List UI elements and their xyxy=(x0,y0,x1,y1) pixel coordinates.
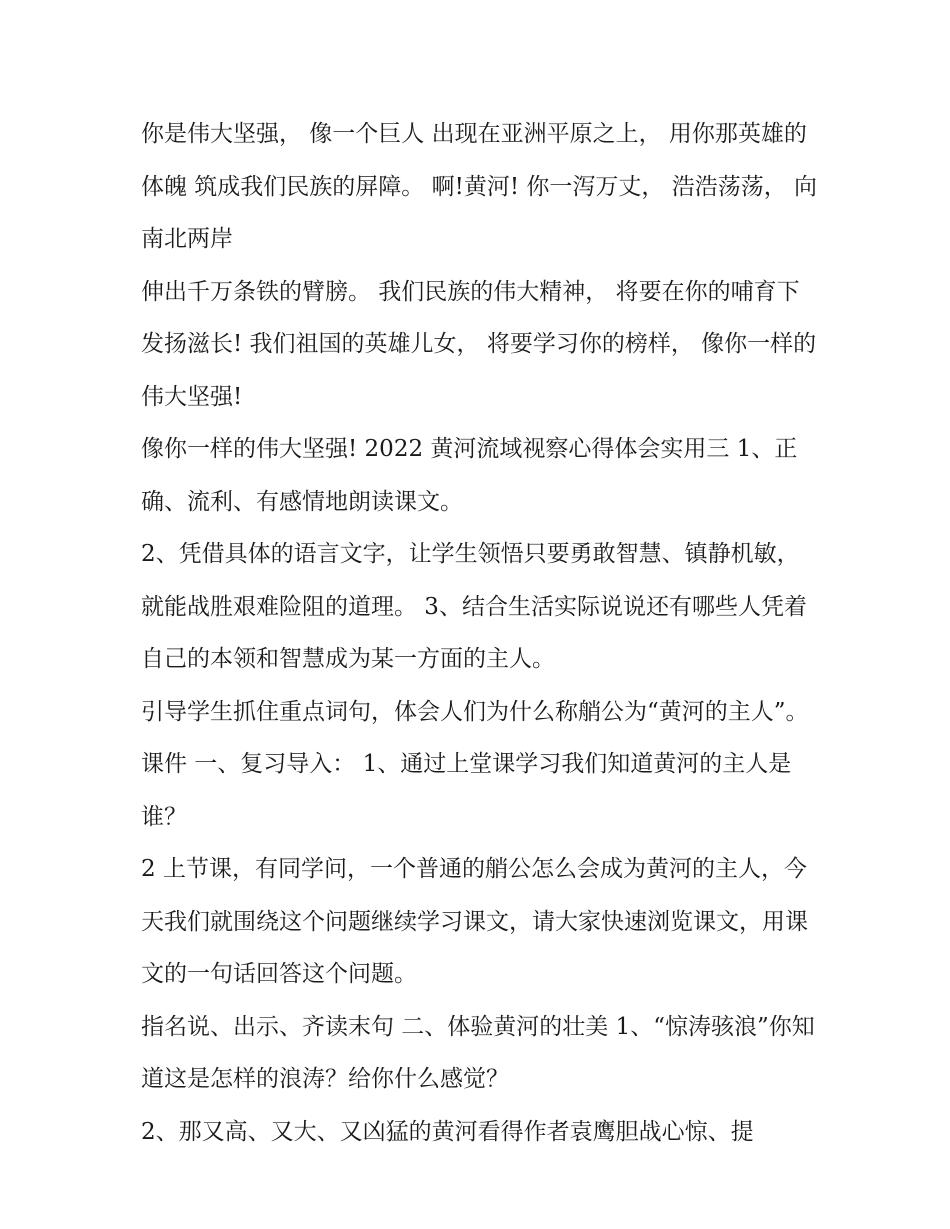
paragraph: 指名说、出示、齐读末句 二、体验黄河的壮美 1、“惊涛骇浪”你知道这是怎样的浪涛？给你什么感觉？ xyxy=(141,1013,815,1092)
paragraph: 2 上节课，有同学问，一个普通的艄公怎么会成为黄河的主人，今天我们就围绕这个问题继续学习课文，请大家快速浏览课文，用课文的一句话回答这个问题。 xyxy=(141,856,808,987)
document-body xyxy=(141,108,821,1158)
paragraph: 2、那又高、又大、又凶猛的黄河看得作者袁鹰胆战心惊、提 xyxy=(141,1118,754,1145)
paragraph: 你是伟大坚强， 像一个巨人 出现在亚洲平原之上， 用你那英雄的体魄 筑成我们民族的屏障。 啊!黄河! 你一泻万丈， 浩浩荡荡， 向南北两岸 xyxy=(141,121,818,252)
paragraph: 引导学生抓住重点词句，体会人们为什么称艄公为“黄河的主人”。 课件 一、复习导入： 1、通过上堂课学习我们知道黄河的主人是谁？ xyxy=(141,698,816,830)
paragraph: 2、凭借具体的语言文字，让学生领悟只要勇敢智慧、镇静机敏，就能战胜艰难险阻的道理。 3、结合生活实际说说还有哪些人凭着自己的本领和智慧成为某一方面的主人。 xyxy=(141,541,807,672)
paragraph: 像你一样的伟大坚强! 2022 黄河流域视察心得体会实用三 1、正确、流利、有感情地朗读课文。 xyxy=(141,436,798,515)
paragraph: 伸出千万条铁的臂膀。 我们民族的伟大精神， 将要在你的哺育下 发扬滋长! 我们祖国的英雄儿女， 将要学习你的榜样， 像你一样的伟大坚强! xyxy=(141,278,817,410)
